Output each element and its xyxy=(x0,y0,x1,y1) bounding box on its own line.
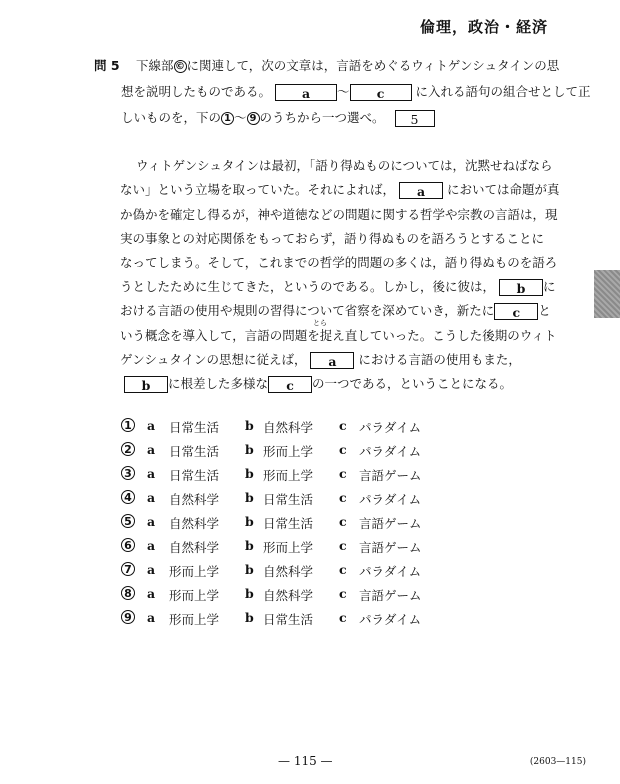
passage-line-7 xyxy=(120,301,551,320)
question-label: 問 5 xyxy=(94,58,120,73)
passage-blank-c-1: c xyxy=(494,303,538,320)
answer-number-box: 5 xyxy=(395,110,435,127)
option-a-value: 形而上学 xyxy=(169,564,220,579)
question-line3-tilde: ～ xyxy=(234,110,247,125)
option-letter-a: a xyxy=(147,586,156,601)
option-letter-a: a xyxy=(147,490,156,505)
passage-l7-post: と xyxy=(538,303,551,318)
passage-line-2 xyxy=(120,180,560,199)
option-letter-a: a xyxy=(147,538,156,553)
passage-line-9 xyxy=(120,350,521,369)
choice-9-icon: 9 xyxy=(247,112,260,125)
passage-line-3: か偽かを確定し得るが，神や道徳などの問題に関する哲学や宗教の言語は，現 xyxy=(120,207,558,222)
question-line1-post: に関連して，次の文章は，言語をめぐるウィトゲンシュタインの思 xyxy=(186,58,560,73)
option-number-icon: 8 xyxy=(121,586,135,600)
option-c-value: 言語ゲーム xyxy=(359,516,422,531)
option-letter-a: a xyxy=(147,514,156,529)
question-line3-pre: しいものを，下の xyxy=(121,110,222,125)
blank-box-a: a xyxy=(275,84,337,101)
option-c-value: 言語ゲーム xyxy=(359,540,422,555)
passage-l2-pre: ない」という立場を取っていた。それによれば， xyxy=(120,182,396,197)
passage-blank-a-1: a xyxy=(399,182,443,199)
option-b-value: 日常生活 xyxy=(263,612,314,627)
passage-line-6 xyxy=(120,277,556,296)
option-c-value: 言語ゲーム xyxy=(359,588,422,603)
option-b-value: 日常生活 xyxy=(263,516,314,531)
option-letter-c: c xyxy=(339,418,347,433)
passage-blank-b-1: b xyxy=(499,279,543,296)
option-letter-b: b xyxy=(245,586,254,601)
passage-line-1: ウィトゲンシュタインは最初，「語り得ぬものについては，沈黙せねばなら xyxy=(136,158,553,173)
option-letter-c: c xyxy=(339,538,347,553)
option-a-value: 自然科学 xyxy=(169,492,220,507)
option-letter-c: c xyxy=(339,562,347,577)
option-number-icon: 1 xyxy=(121,418,135,432)
option-number-icon: 2 xyxy=(121,442,135,456)
passage-l6-post: に xyxy=(543,279,556,294)
passage-line-4: 実の事象との対応関係をもっておらず，語り得ぬものを語ろうとすることに xyxy=(120,231,545,246)
passage-line-10 xyxy=(124,374,512,393)
option-a-value: 日常生活 xyxy=(169,444,220,459)
option-c-value: パラダイム xyxy=(359,564,422,579)
question-line-1 xyxy=(136,56,559,74)
option-c-value: パラダイム xyxy=(359,420,422,435)
page-number: — 115 — xyxy=(278,754,333,768)
option-a-value: 形而上学 xyxy=(169,588,220,603)
option-letter-c: c xyxy=(339,610,347,625)
choice-1-icon: 1 xyxy=(221,112,234,125)
option-letter-b: b xyxy=(245,418,254,433)
passage-l9-pre: ゲンシュタインの思想に従えば， xyxy=(120,352,307,367)
option-letter-a: a xyxy=(147,442,156,457)
option-letter-a: a xyxy=(147,610,156,625)
option-c-value: パラダイム xyxy=(359,444,422,459)
question-line-2 xyxy=(121,82,591,101)
option-number-icon: 4 xyxy=(121,490,135,504)
question-line3-post: のうちから一つ選べ。 xyxy=(259,110,385,125)
passage-blank-b-2: b xyxy=(124,376,168,393)
ruby-reading: とら xyxy=(313,319,327,327)
tilde: ～ xyxy=(337,84,350,99)
question-line2-post: に入れる語句の組合せとして正 xyxy=(415,84,591,99)
option-c-value: パラダイム xyxy=(359,612,422,627)
section-tab-marker xyxy=(594,270,620,318)
option-a-value: 自然科学 xyxy=(169,516,220,531)
option-number-icon: 3 xyxy=(121,466,135,480)
option-letter-c: c xyxy=(339,514,347,529)
passage-l10-mid: に根差した多様な xyxy=(168,376,269,391)
question-line2-pre: 想を説明したものである。 xyxy=(121,84,272,99)
option-letter-b: b xyxy=(245,490,254,505)
page-code: (2603—115) xyxy=(529,757,586,767)
passage-l7-pre: おける言語の使用や規則の習得について省察を深めていき，新たに xyxy=(120,303,495,318)
option-letter-c: c xyxy=(339,466,347,481)
option-letter-b: b xyxy=(245,610,254,625)
option-letter-a: a xyxy=(147,466,156,481)
option-b-value: 日常生活 xyxy=(263,492,314,507)
passage-l10-post: の一つである，ということになる。 xyxy=(312,376,513,391)
option-letter-b: b xyxy=(245,442,254,457)
option-letter-b: b xyxy=(245,538,254,553)
option-a-value: 日常生活 xyxy=(169,420,220,435)
option-letter-c: c xyxy=(339,586,347,601)
passage-l6-pre: うとしたために生じてきた，というのである。しかし，後に彼は， xyxy=(120,279,496,294)
passage-l2-post: においては命題が真 xyxy=(446,182,560,197)
option-letter-b: b xyxy=(245,562,254,577)
option-b-value: 形而上学 xyxy=(263,540,314,555)
question-line-3 xyxy=(121,108,435,127)
option-letter-c: c xyxy=(339,442,347,457)
option-letter-b: b xyxy=(245,466,254,481)
subject-header: 倫理，政治・経済 xyxy=(419,18,548,36)
option-letter-c: c xyxy=(339,490,347,505)
passage-line-5: なってしまう。そして，これまでの哲学的問題の多くは，語り得ぬものを語ろ xyxy=(120,255,558,270)
option-a-value: 自然科学 xyxy=(169,540,220,555)
passage-line-8: いう概念を導入して，言語の問題を捉え直していった。こうした後期のウィト xyxy=(120,328,557,343)
option-number-icon: 7 xyxy=(121,562,135,576)
question-line1-pre: 下線部 xyxy=(136,58,174,73)
option-b-value: 形而上学 xyxy=(263,444,314,459)
passage-l9-post: における言語の使用もまた， xyxy=(358,352,521,367)
option-number-icon: 6 xyxy=(121,538,135,552)
option-b-value: 自然科学 xyxy=(263,420,314,435)
option-number-icon: 5 xyxy=(121,514,135,528)
option-letter-a: a xyxy=(147,562,156,577)
blank-box-c: c xyxy=(350,84,412,101)
passage-blank-c-2: c xyxy=(268,376,312,393)
option-letter-a: a xyxy=(147,418,156,433)
option-number-icon: 9 xyxy=(121,610,135,624)
option-letter-b: b xyxy=(245,514,254,529)
underline-mark-icon: © xyxy=(175,61,186,72)
option-c-value: パラダイム xyxy=(359,492,422,507)
option-b-value: 形而上学 xyxy=(263,468,314,483)
option-a-value: 形而上学 xyxy=(169,612,220,627)
option-b-value: 自然科学 xyxy=(263,564,314,579)
option-c-value: 言語ゲーム xyxy=(359,468,422,483)
passage-blank-a-2: a xyxy=(310,352,354,369)
option-a-value: 日常生活 xyxy=(169,468,220,483)
option-b-value: 自然科学 xyxy=(263,588,314,603)
